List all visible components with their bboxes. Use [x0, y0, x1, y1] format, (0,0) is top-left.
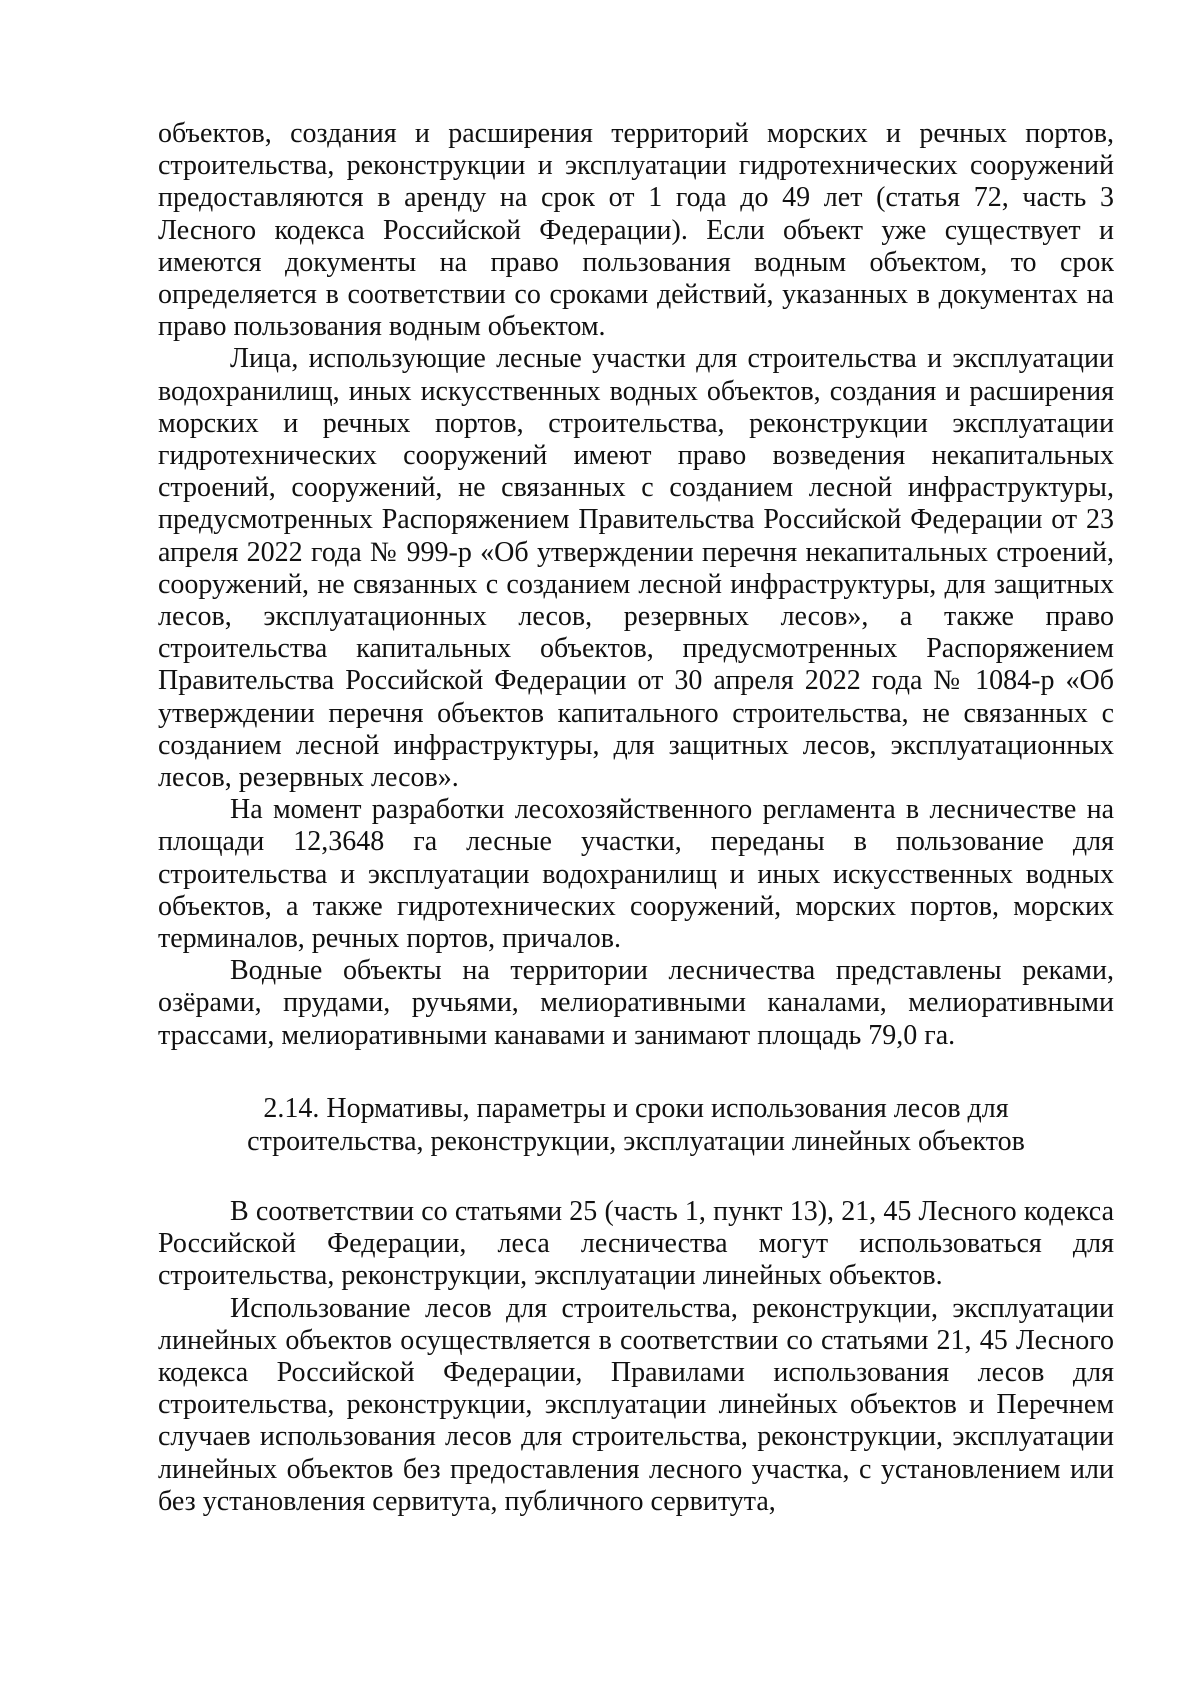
paragraph-continuation: объектов, создания и расширения территорий морских и речных портов, строительства, реконструкции и эксплуатации гидротехнических сооружений предоставляются в аренду на срок от 1 года до 49 лет (статья 72, часть 3 Лесного кодекса Российской Федерации). Если объект уже существует и имеются документы на право пользования водным объектом, то срок определяется в соответствии со сроками действий, указанных в документах на право пользования водным объектом.: [158, 118, 1114, 343]
section-heading-line-2: строительства, реконструкции, эксплуатации линейных объектов: [247, 1125, 1025, 1157]
paragraph-usage-rules: Использование лесов для строительства, реконструкции, эксплуатации линейных объектов осуществляется в соответствии со статьями 21, 45 Лесного кодекса Российской Федерации, Правилами использования лесов для строительства, реконструкции, эксплуатации линейных объектов и Перечнем случаев использования лесов для строительства, реконструкции, эксплуатации линейных объектов без предоставления лесного участка, с установлением или без установления сервитута, публичного сервитута,: [158, 1292, 1114, 1517]
paragraph-persons-using-forest-plots: Лица, использующие лесные участки для строительства и эксплуатации водохранилищ, иных искусственных водных объектов, создания и расширения морских и речных портов, строительства, реконструкции эксплуатации гидротехнических сооружений имеют право возведения некапитальных строений, сооружений, не связанных с созданием лесной инфраструктуры, предусмотренных Распоряжением Правительства Российской Федерации от 23 апреля 2022 года № 999-р «Об утверждении перечня некапитальных строений, сооружений, не связанных с созданием лесной инфраструктуры, для защитных лесов, эксплуатационных лесов, резервных лесов», а также право строительства капитальных объектов, предусмотренных Распоряжением Правительства Российской Федерации от 30 апреля 2022 года № 1084-р «Об утверждении перечня объектов капитального строительства, не связанных с созданием лесной инфраструктуры, для защитных лесов, эксплуатационных лесов, резервных лесов».: [158, 343, 1114, 794]
section-heading: [158, 1092, 1114, 1158]
section-heading-line-1: 2.14. Нормативы, параметры и сроки использования лесов для: [263, 1092, 1009, 1124]
paragraph-legal-basis: В соответствии со статьями 25 (часть 1, пункт 13), 21, 45 Лесного кодекса Российской Федерации, леса лесничества могут использоваться для строительства, реконструкции, эксплуатации линейных объектов.: [158, 1195, 1114, 1292]
paragraph-current-usage: На момент разработки лесохозяйственного регламента в лесничестве на площади 12,3648 га лесные участки, переданы в пользование для строительства и эксплуатации водохранилищ и иных искусственных водных объектов, а также гидротехнических сооружений, морских портов, морских терминалов, речных портов, причалов.: [158, 794, 1114, 955]
document-body: [158, 118, 1114, 1518]
paragraph-water-objects: Водные объекты на территории лесничества представлены реками, озёрами, прудами, ручьями, мелиоративными каналами, мелиоративными трассами, мелиоративными канавами и занимают площадь 79,0 га.: [158, 955, 1114, 1051]
